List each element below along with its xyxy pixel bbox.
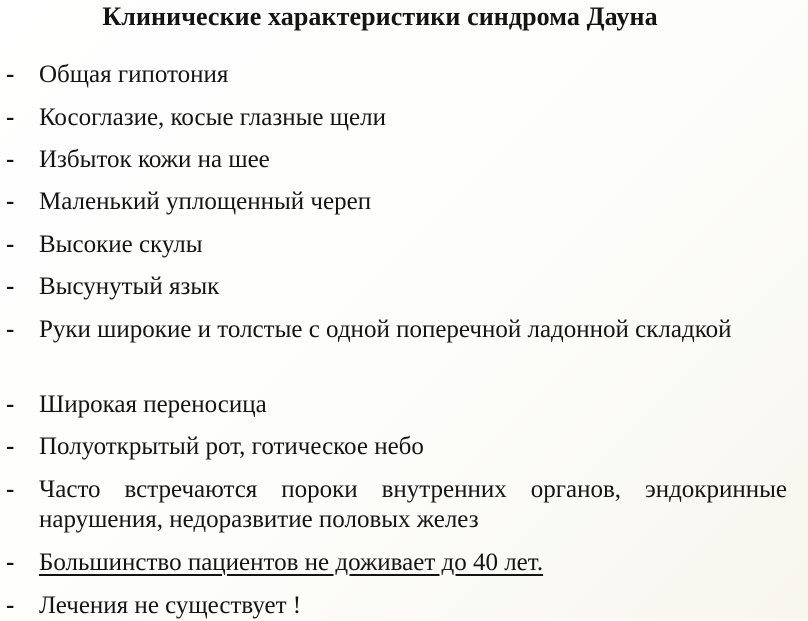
list-item-text: Полуоткрытый рот, готическое небо bbox=[39, 433, 424, 460]
list-item-text: Широкая переносица bbox=[39, 391, 267, 418]
list-item-text: Маленький уплощенный череп bbox=[39, 188, 372, 215]
bullet-dash: - bbox=[6, 549, 15, 576]
list-item-text: Руки широкие и толстые с одной поперечной ладонной складкой bbox=[39, 316, 732, 343]
list-item-text: Высокие скулы bbox=[39, 231, 203, 258]
list-item-text: Избыток кожи на шее bbox=[39, 146, 270, 173]
list-item-text: Лечения не существует ! bbox=[39, 592, 302, 619]
bullet-dash: - bbox=[6, 592, 15, 619]
bullet-dash: - bbox=[6, 433, 15, 460]
page-title: Клинические характеристики синдрома Дауна bbox=[102, 2, 658, 31]
list-item-text: Общая гипотония bbox=[39, 61, 229, 88]
bullet-dash: - bbox=[6, 231, 15, 258]
bullet-dash: - bbox=[6, 391, 15, 418]
bullet-dash: - bbox=[6, 146, 15, 173]
bullet-dash: - bbox=[6, 273, 15, 300]
list-item-text: Косоглазие, косые глазные щели bbox=[39, 104, 386, 131]
bullet-dash: - bbox=[6, 316, 15, 343]
bullet-dash: - bbox=[6, 104, 15, 131]
bullet-dash: - bbox=[6, 61, 15, 88]
bullet-dash: - bbox=[6, 188, 15, 215]
bullet-dash: - bbox=[6, 476, 15, 503]
list-item-text: Часто встречаются пороки внутренних органов, эндокринные нарушения, недоразвитие половых желез bbox=[39, 476, 787, 533]
list-item-text-underlined: Большинство пациентов не доживает до 40 лет. bbox=[39, 549, 544, 576]
list-item-text: Высунутый язык bbox=[39, 273, 220, 300]
